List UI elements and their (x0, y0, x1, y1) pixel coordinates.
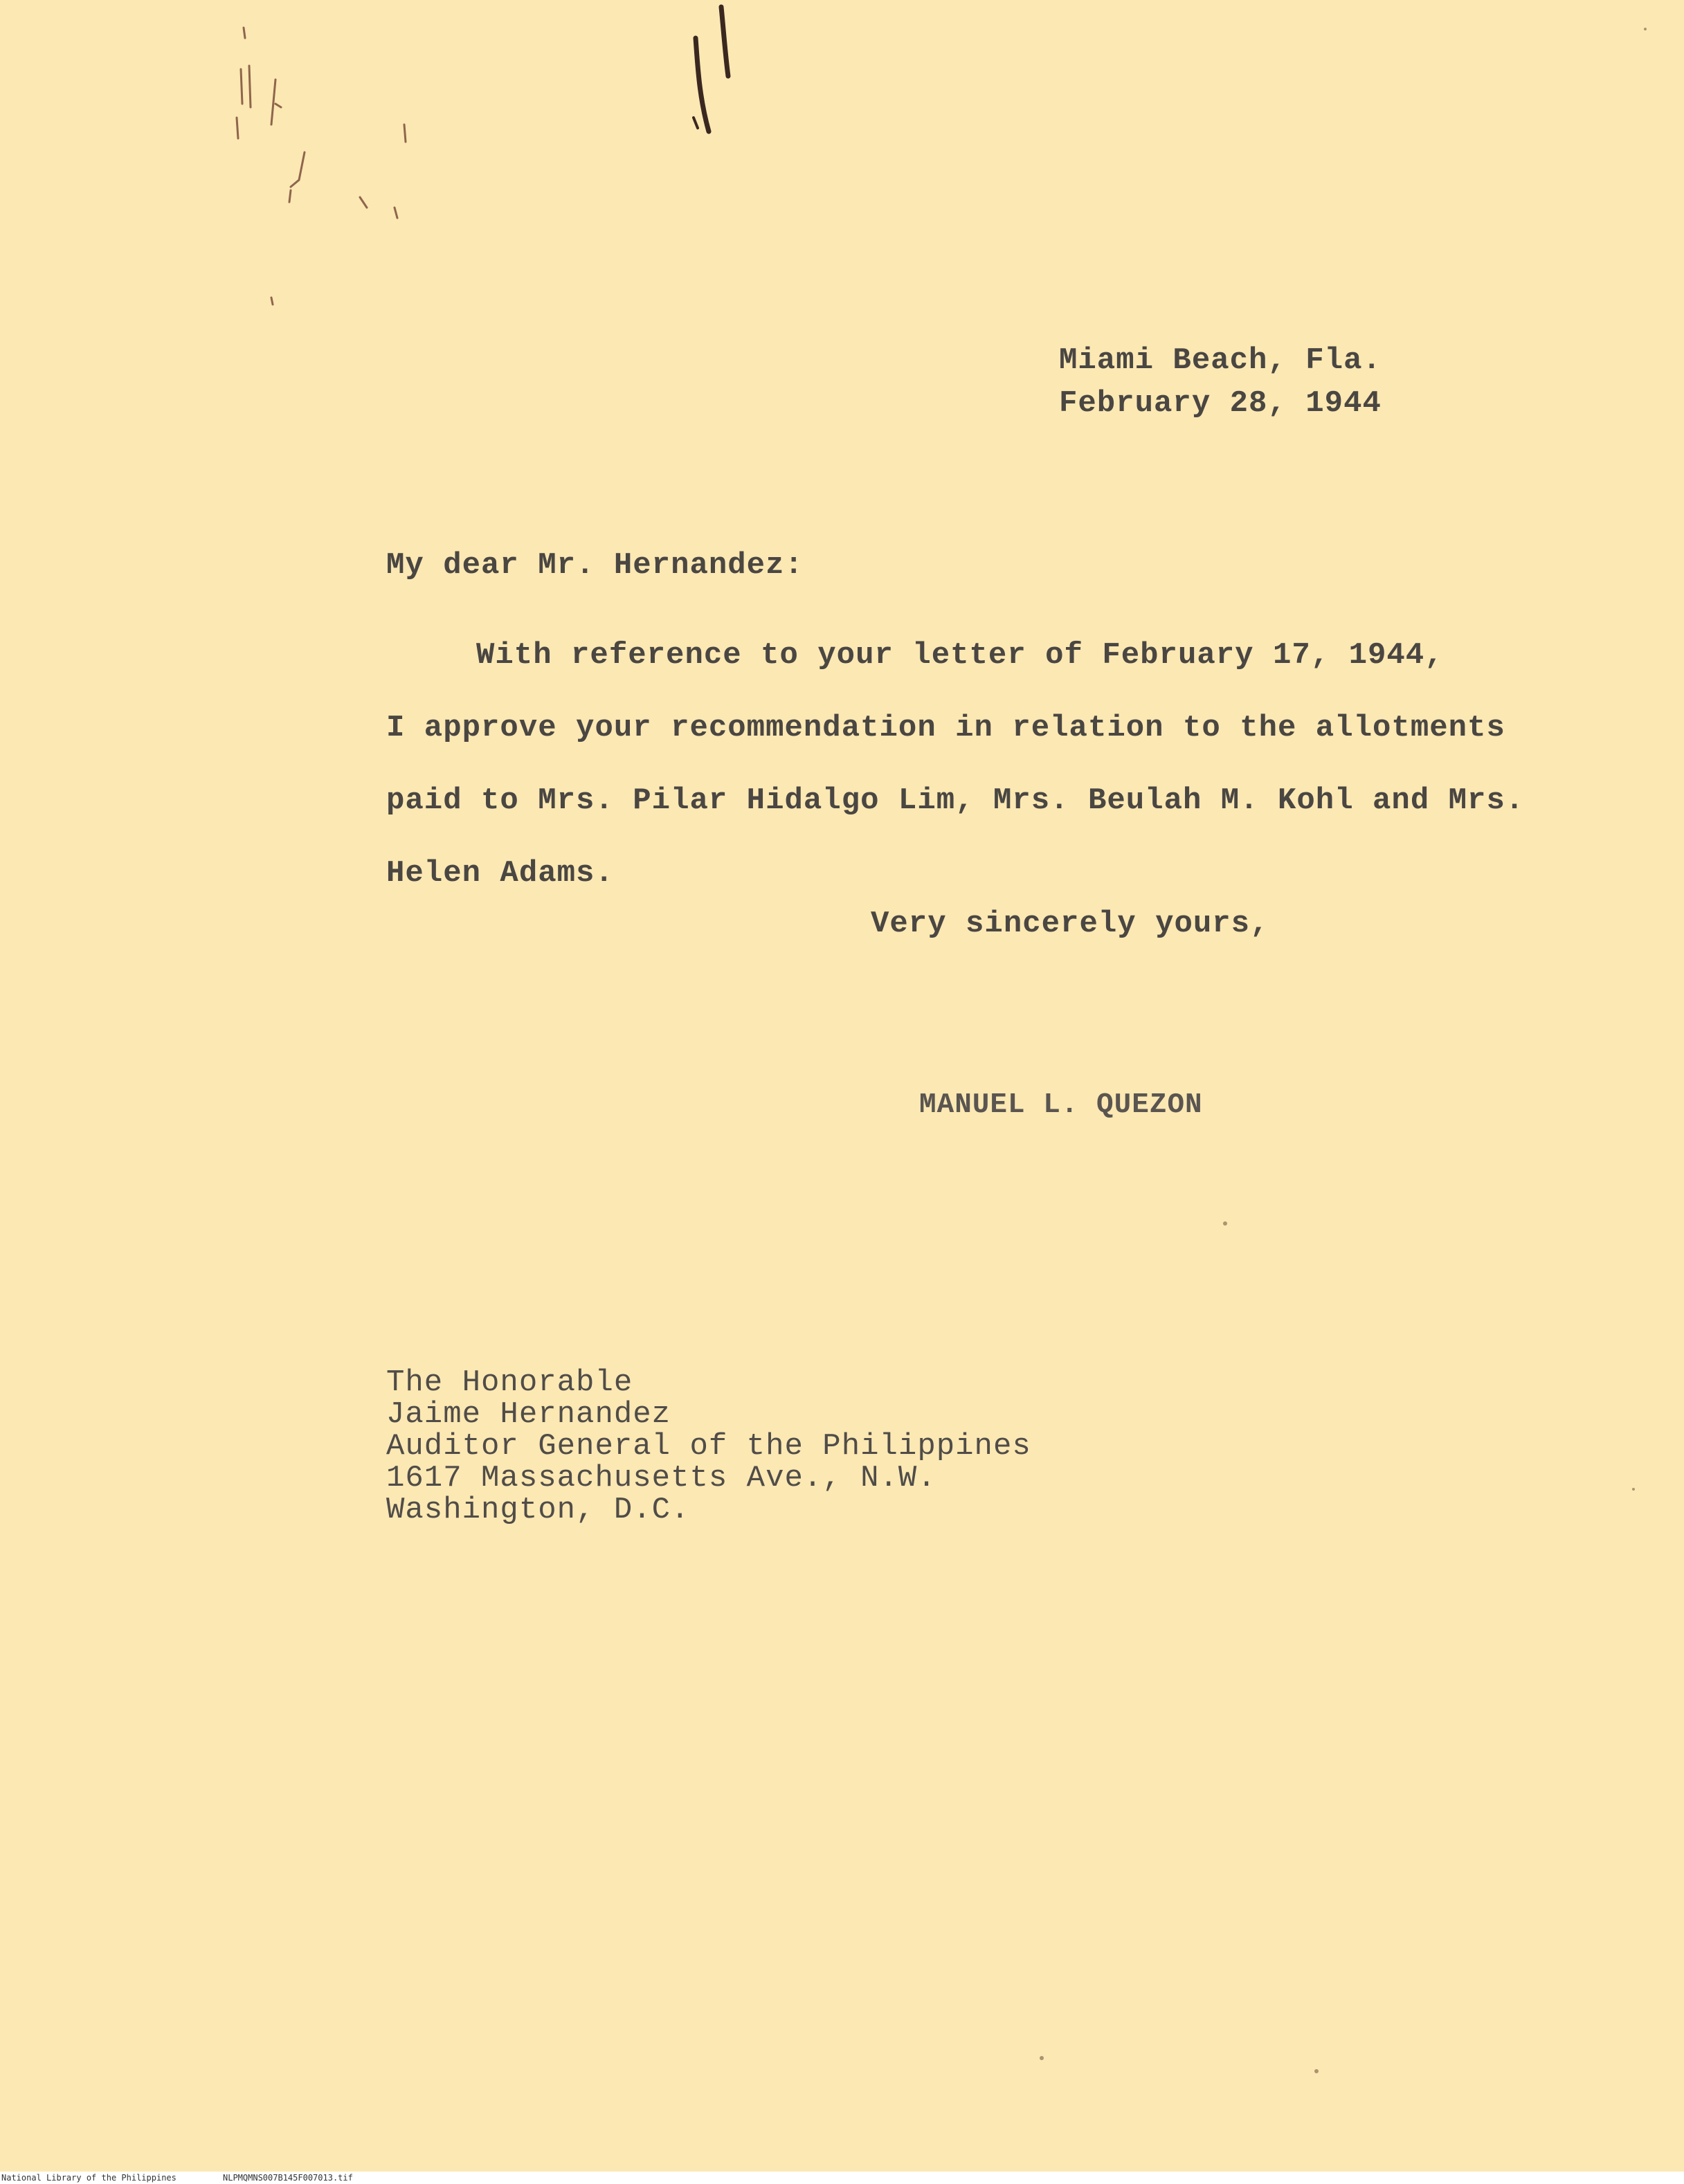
ink-stroke-marks (694, 7, 728, 131)
address-line: 1617 Massachusetts Ave., N.W. (386, 1461, 936, 1495)
pencil-annotation-marks (237, 28, 406, 304)
signature-name: MANUEL L. QUEZON (919, 1089, 1203, 1121)
address-line: Washington, D.C. (386, 1493, 690, 1527)
body-line: Helen Adams. (386, 856, 614, 891)
salutation: My dear Mr. Hernandez: (386, 548, 804, 583)
paper-specks (1040, 28, 1647, 2073)
closing: Very sincerely yours, (871, 907, 1269, 941)
address-line: Jaime Hernandez (386, 1397, 671, 1432)
scan-footer (0, 2172, 1684, 2184)
library-credit: National Library of the Philippines (1, 2173, 176, 2183)
scan-filename: NLPMQMNS007B145F007013.tif (223, 2173, 353, 2183)
letter-heading (1059, 339, 1382, 425)
letter-body (386, 619, 1524, 910)
address-line: Auditor General of the Philippines (386, 1429, 1031, 1464)
address-line: The Honorable (386, 1365, 633, 1400)
recipient-address (386, 1367, 1031, 1526)
date-line: February 28, 1944 (1059, 386, 1382, 421)
body-line: With reference to your letter of February 17, 1944, (476, 638, 1444, 673)
place-line: Miami Beach, Fla. (1059, 343, 1382, 378)
body-line: I approve your recommendation in relation to the allotments (386, 711, 1505, 745)
body-line: paid to Mrs. Pilar Hidalgo Lim, Mrs. Beulah M. Kohl and Mrs. (386, 783, 1525, 818)
